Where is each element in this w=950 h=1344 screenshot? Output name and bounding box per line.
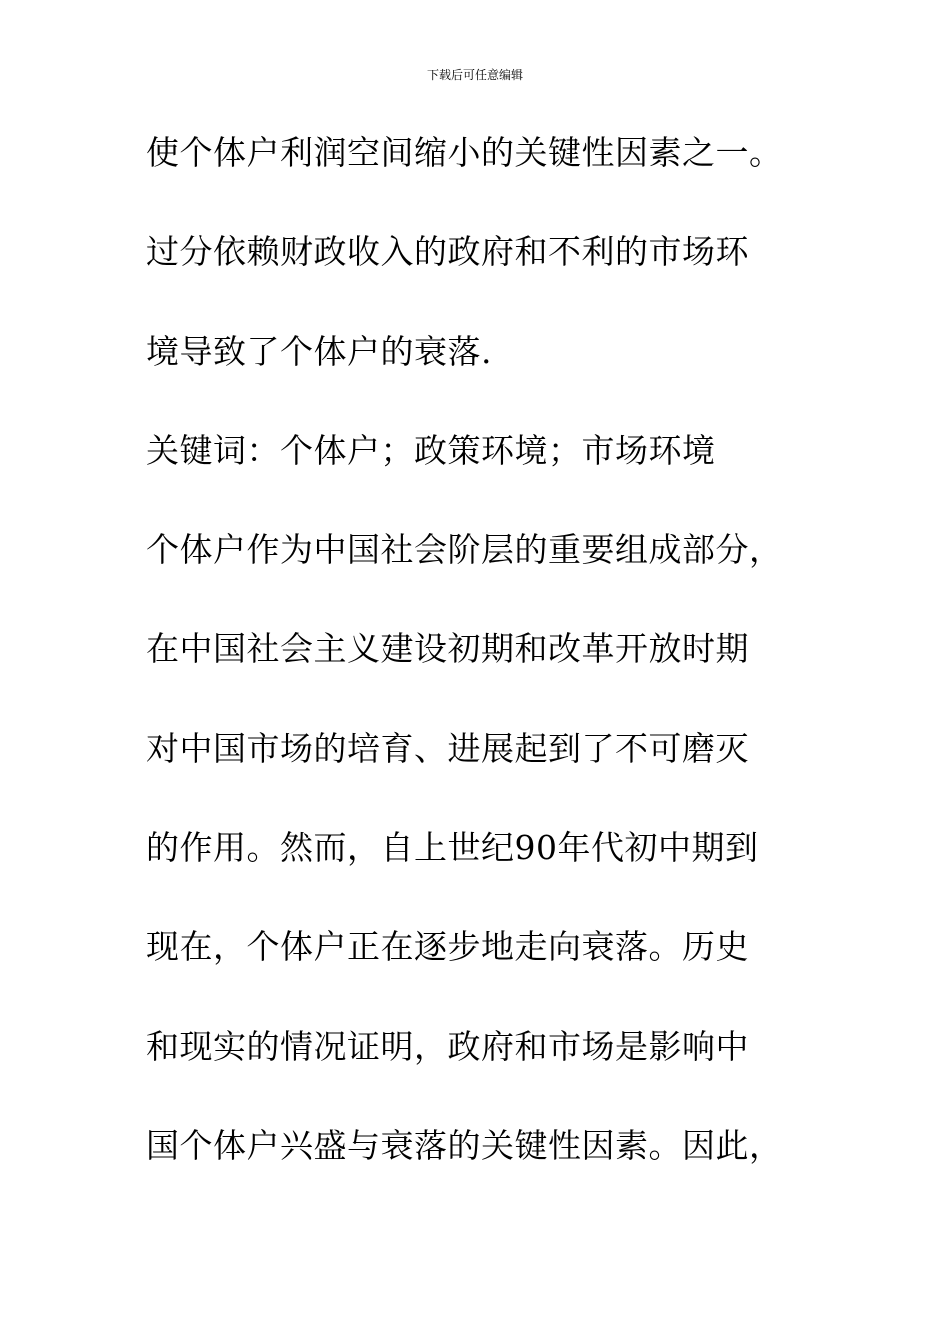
text-line: 过分依赖财政收入的政府和不利的市场环 (146, 232, 749, 272)
keywords-line: 关键词：个体户；政策环境；市场环境 (146, 430, 716, 470)
text-line: 对中国市场的培育、进展起到了不可磨灭 (146, 728, 749, 768)
text-line: 个体户作为中国社会阶层的重要组成部分， (146, 530, 783, 570)
text-line: 境导致了个体户的衰落. (146, 331, 492, 371)
text-line: 在中国社会主义建设初期和改革开放时期 (146, 629, 749, 669)
page-header-note: 下载后可任意编辑 (426, 68, 523, 82)
document-body (146, 128, 826, 1220)
text-line: 和现实的情况证明，政府和市场是影响中 (146, 1026, 749, 1066)
text-line: 国个体户兴盛与衰落的关键性因素。因此， (146, 1125, 783, 1165)
text-line: 使个体户利润空间缩小的关键性因素之一。 (146, 133, 783, 172)
text-line: 的作用。然而，自上世纪90年代初中期到 (146, 828, 759, 868)
text-line: 现在，个体户正在逐步地走向衰落。历史 (146, 927, 749, 967)
